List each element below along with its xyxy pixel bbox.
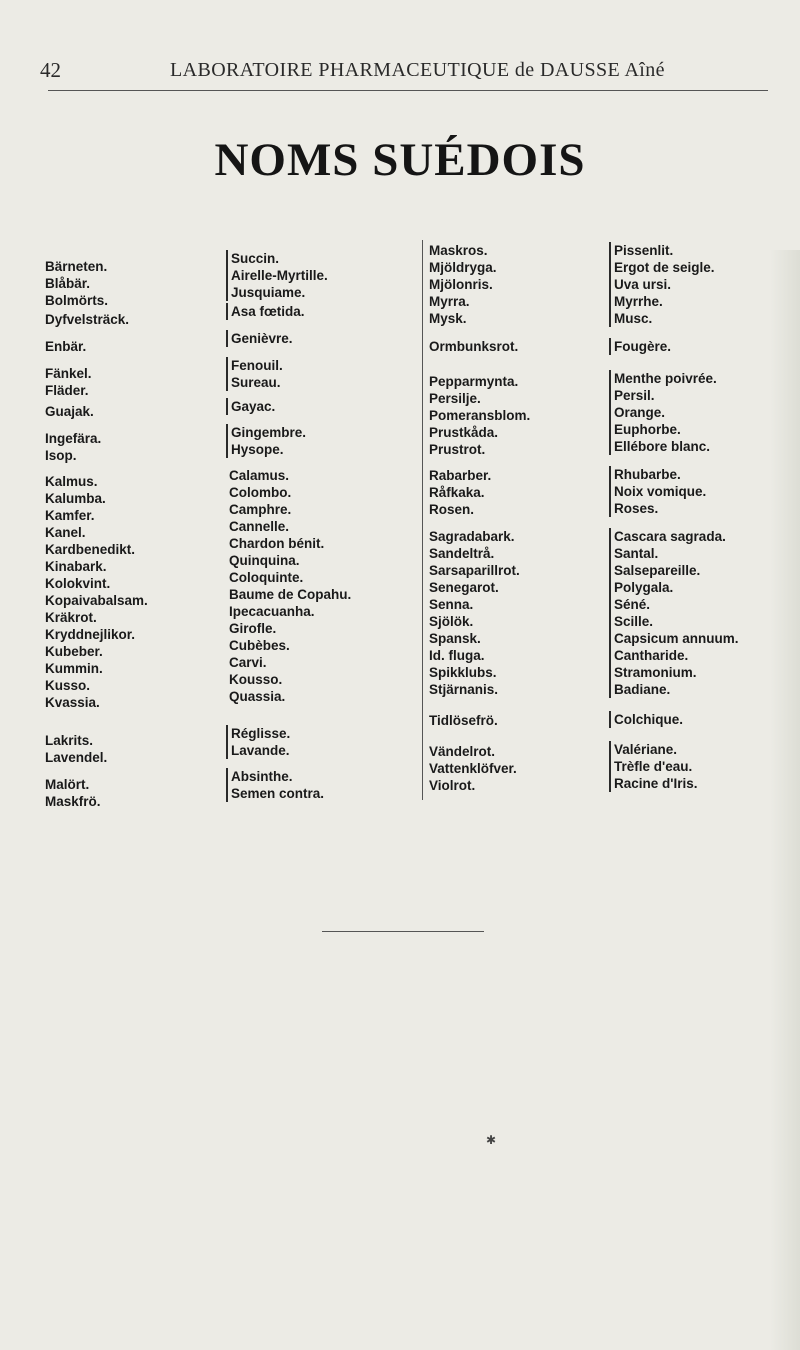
group-e xyxy=(226,330,293,347)
list-item: Kalumba. xyxy=(45,491,106,506)
page-title: NOMS SUÉDOIS xyxy=(214,134,586,186)
list-item: Chardon bénit. xyxy=(229,536,325,551)
list-item: Mjöldryga. xyxy=(429,260,497,275)
list-item: Cascara sagrada. xyxy=(614,529,726,544)
bottom-rule xyxy=(322,931,484,932)
list-item: Kanel. xyxy=(45,525,86,540)
list-item: Lakrits. xyxy=(45,733,94,748)
list-item: Cantharide. xyxy=(614,648,689,663)
list-item: Roses. xyxy=(614,501,659,516)
list-item: Badiane. xyxy=(614,682,671,697)
group-m xyxy=(45,776,101,810)
list-item: Sureau. xyxy=(231,375,281,390)
group-r xyxy=(609,466,706,517)
list-item: Blåbär. xyxy=(45,276,91,291)
group-t xyxy=(609,711,683,728)
list-item: Kusso. xyxy=(45,678,91,693)
list-item: Lavande. xyxy=(231,743,290,758)
list-item: Baume de Copahu. xyxy=(229,587,352,602)
list-item: Lavendel. xyxy=(45,750,108,765)
group-v xyxy=(609,741,698,792)
list-item: Sagradabark. xyxy=(429,529,515,544)
list-item: Semen contra. xyxy=(231,786,325,801)
list-item: Polygala. xyxy=(614,580,674,595)
group-b xyxy=(45,258,108,309)
group-k xyxy=(45,473,148,711)
list-item: Trèfle d'eau. xyxy=(614,759,693,774)
list-item: Scille. xyxy=(614,614,654,629)
list-item: Dyfvelsträck. xyxy=(45,312,130,327)
list-item: Vattenklöfver. xyxy=(429,761,517,776)
list-item: Pissenlit. xyxy=(614,243,674,258)
list-item: Euphorbe. xyxy=(614,422,681,437)
list-item: Colchique. xyxy=(614,712,684,727)
group-e xyxy=(45,338,86,355)
list-item: Mysk. xyxy=(429,311,467,326)
list-item: Pomeransblom. xyxy=(429,408,531,423)
list-item: Stjärnanis. xyxy=(429,682,499,697)
list-item: Spikklubs. xyxy=(429,665,497,680)
group-f xyxy=(226,357,283,391)
group-i xyxy=(45,430,101,464)
list-item: Rabarber. xyxy=(429,468,492,483)
list-item: Kubeber. xyxy=(45,644,103,659)
list-item: Sandeltrå. xyxy=(429,546,495,561)
group-o xyxy=(609,338,671,355)
list-item: Sjölök. xyxy=(429,614,474,629)
list-item: Kvassia. xyxy=(45,695,100,710)
list-item: Quinquina. xyxy=(229,553,300,568)
group-i xyxy=(226,424,306,458)
column-divider xyxy=(422,240,423,800)
group-l xyxy=(45,732,107,766)
header-rule xyxy=(48,90,768,91)
list-item: Ormbunksrot. xyxy=(429,339,519,354)
list-item: Ipecacuanha. xyxy=(229,604,315,619)
group-l xyxy=(226,725,290,759)
group-f xyxy=(45,365,92,399)
list-item: Jusquiame. xyxy=(231,285,306,300)
list-item: Myrra. xyxy=(429,294,470,309)
list-item: Fänkel. xyxy=(45,366,92,381)
list-item: Ellébore blanc. xyxy=(614,439,711,454)
list-item: Kryddnejlikor. xyxy=(45,627,136,642)
list-item: Ergot de seigle. xyxy=(614,260,715,275)
group-m xyxy=(226,768,324,802)
group-v xyxy=(429,743,517,794)
list-item: Réglisse. xyxy=(231,726,291,741)
list-item: Musc. xyxy=(614,311,653,326)
group-r xyxy=(429,467,491,518)
list-item: Rhubarbe. xyxy=(614,467,681,482)
asterisk-mark-icon: ✱ xyxy=(486,1133,497,1147)
list-item: Kalmus. xyxy=(45,474,98,489)
list-item: Kousso. xyxy=(229,672,283,687)
list-item: Cubèbes. xyxy=(229,638,290,653)
list-item: Capsicum annuum. xyxy=(614,631,739,646)
list-item: Persil. xyxy=(614,388,655,403)
list-item: Kardbenedikt. xyxy=(45,542,136,557)
list-item: Enbär. xyxy=(45,339,87,354)
list-item: Isop. xyxy=(45,448,77,463)
list-item: Kamfer. xyxy=(45,508,95,523)
group-m xyxy=(429,242,497,327)
list-item: Persilje. xyxy=(429,391,481,406)
list-item: Senna. xyxy=(429,597,474,612)
group-s xyxy=(429,528,520,698)
list-item: Valériane. xyxy=(614,742,678,757)
list-item: Violrot. xyxy=(429,778,476,793)
list-item: Hysope. xyxy=(231,442,284,457)
list-item: Fenouil. xyxy=(231,358,283,373)
list-item: Myrrhe. xyxy=(614,294,663,309)
list-item: Kräkrot. xyxy=(45,610,97,625)
list-item: Pepparmynta. xyxy=(429,374,519,389)
list-item: Kummin. xyxy=(45,661,103,676)
list-item: Orange. xyxy=(614,405,666,420)
list-item: Colombo. xyxy=(229,485,292,500)
list-item: Cannelle. xyxy=(229,519,290,534)
list-item: Id. fluga. xyxy=(429,648,485,663)
list-item: Guajak. xyxy=(45,404,94,419)
list-item: Kopaivabalsam. xyxy=(45,593,148,608)
running-header: LABORATOIRE PHARMACEUTIQUE de DAUSSE Aîné xyxy=(170,59,665,81)
group-s xyxy=(609,528,739,698)
list-item: Carvi. xyxy=(229,655,267,670)
list-item: Asa fœtida. xyxy=(231,304,305,319)
list-item: Maskros. xyxy=(429,243,488,258)
group-g xyxy=(226,398,275,415)
group-p xyxy=(429,373,530,458)
list-item: Tidlösefrö. xyxy=(429,713,498,728)
list-item: Absinthe. xyxy=(231,769,293,784)
group-d xyxy=(45,311,129,328)
list-item: Racine d'Iris. xyxy=(614,776,698,791)
list-item: Råfkaka. xyxy=(429,485,485,500)
group-p xyxy=(609,370,717,455)
list-item: Kinabark. xyxy=(45,559,107,574)
list-item: Stramonium. xyxy=(614,665,697,680)
list-item: Séné. xyxy=(614,597,651,612)
list-item: Gingembre. xyxy=(231,425,307,440)
list-item: Sarsaparillrot. xyxy=(429,563,520,578)
list-item: Spansk. xyxy=(429,631,481,646)
group-o xyxy=(429,338,518,355)
list-item: Airelle-Myrtille. xyxy=(231,268,328,283)
list-item: Genièvre. xyxy=(231,331,293,346)
list-item: Kolokvint. xyxy=(45,576,111,591)
group-d xyxy=(226,303,305,320)
group-b xyxy=(226,250,328,301)
list-item: Noix vomique. xyxy=(614,484,707,499)
list-item: Girofle. xyxy=(229,621,277,636)
list-item: Calamus. xyxy=(229,468,290,483)
group-m xyxy=(609,242,715,327)
list-item: Bärneten. xyxy=(45,259,108,274)
list-item: Menthe poivrée. xyxy=(614,371,717,386)
page-number: 42 xyxy=(40,58,61,82)
list-item: Senegarot. xyxy=(429,580,499,595)
list-item: Uva ursi. xyxy=(614,277,672,292)
list-item: Quassia. xyxy=(229,689,286,704)
list-item: Fougère. xyxy=(614,339,672,354)
list-item: Maskfrö. xyxy=(45,794,101,809)
list-item: Prustkåda. xyxy=(429,425,499,440)
list-item: Prustrot. xyxy=(429,442,486,457)
list-item: Santal. xyxy=(614,546,659,561)
list-item: Malört. xyxy=(45,777,90,792)
list-item: Fläder. xyxy=(45,383,89,398)
list-item: Succin. xyxy=(231,251,280,266)
group-k xyxy=(229,467,351,705)
list-item: Camphre. xyxy=(229,502,292,517)
list-item: Mjölonris. xyxy=(429,277,493,292)
list-item: Gayac. xyxy=(231,399,276,414)
list-item: Rosen. xyxy=(429,502,475,517)
list-item: Ingefära. xyxy=(45,431,102,446)
group-t xyxy=(429,712,498,729)
group-g xyxy=(45,403,94,420)
list-item: Coloquinte. xyxy=(229,570,304,585)
list-item: Bolmörts. xyxy=(45,293,109,308)
list-item: Salsepareille. xyxy=(614,563,701,578)
page-edge-stain xyxy=(770,250,800,1350)
list-item: Vändelrot. xyxy=(429,744,496,759)
